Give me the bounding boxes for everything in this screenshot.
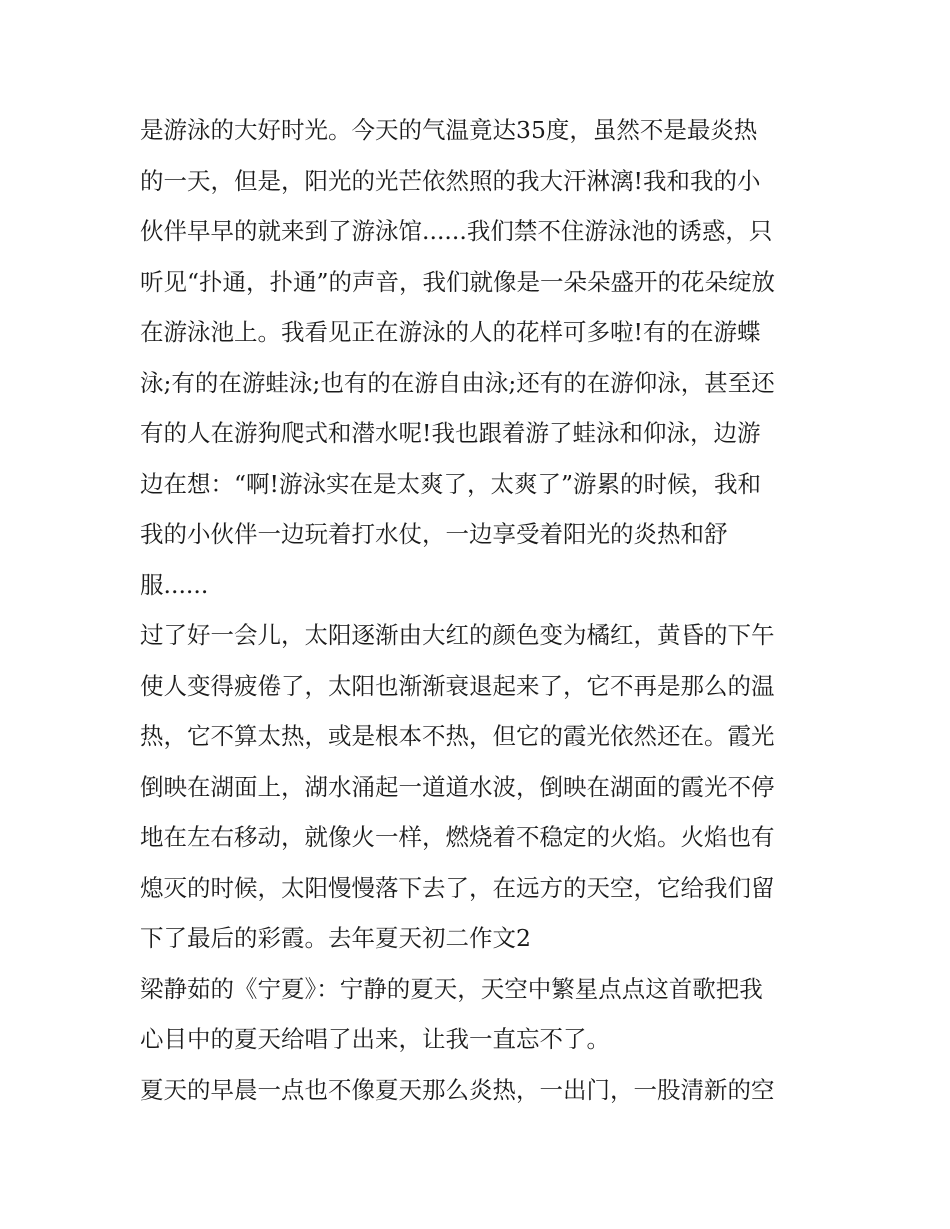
text-line: 熄灭的时候，太阳慢慢落下去了，在远方的天空，它给我们留 — [140, 873, 775, 902]
text-line: 泳;有的在游蛙泳;也有的在游自由泳;还有的在游仰泳，甚至还 — [140, 368, 775, 397]
text-line: 夏天的早晨一点也不像夏天那么炎热，一出门，一股清新的空 — [140, 1075, 775, 1104]
text-line: 服...... — [140, 570, 209, 599]
text-line: 地在左右移动，就像火一样，燃烧着不稳定的火焰。火焰也有 — [140, 823, 775, 851]
text-line: 边在想：“啊!游泳实在是太爽了，太爽了”游累的时候，我和 — [140, 469, 761, 498]
text-line: 心目中的夏天给唱了出来，让我一直忘不了。 — [140, 1025, 610, 1053]
text-line: 的一天，但是，阳光的光芒依然照的我大汗淋漓!我和我的小 — [140, 166, 761, 195]
text-line: 在游泳池上。我看见正在游泳的人的花样可多啦!有的在游蝶 — [140, 318, 761, 346]
text-line: 有的人在游狗爬式和潜水呢!我也跟着游了蛙泳和仰泳，边游 — [140, 419, 761, 447]
text-line: 使人变得疲倦了，太阳也渐渐衰退起来了，它不再是那么的温 — [140, 671, 775, 700]
text-line: 下了最后的彩霞。去年夏天初二作文2 — [140, 924, 531, 952]
paragraph — [140, 610, 820, 964]
text-line: 过了好一会儿，太阳逐渐由大红的颜色变为橘红，黄昏的下午 — [140, 621, 775, 649]
text-line: 热，它不算太热，或是根本不热，但它的霞光依然还在。霞光 — [140, 722, 775, 750]
text-line: 梁静茹的《宁夏》：宁静的夏天，天空中繁星点点这首歌把我 — [140, 974, 763, 1003]
text-line: 倒映在湖面上，湖水涌起一道道水波，倒映在湖面的霞光不停 — [140, 772, 775, 801]
paragraph — [140, 964, 820, 1065]
text-line: 听见“扑通，扑通”的声音，我们就像是一朵朵盛开的花朵绽放 — [140, 267, 776, 296]
paragraph — [140, 1065, 820, 1116]
text-line: 伙伴早早的就来到了游泳馆......我们禁不住游泳池的诱惑，只 — [140, 217, 773, 245]
text-line: 我的小伙伴一边玩着打水仗，一边享受着阳光的炎热和舒 — [140, 520, 728, 548]
paragraph — [140, 105, 820, 610]
document-page — [140, 105, 820, 1115]
text-line: 是游泳的大好时光。今天的气温竟达35度，虽然不是最炎热 — [140, 116, 758, 144]
